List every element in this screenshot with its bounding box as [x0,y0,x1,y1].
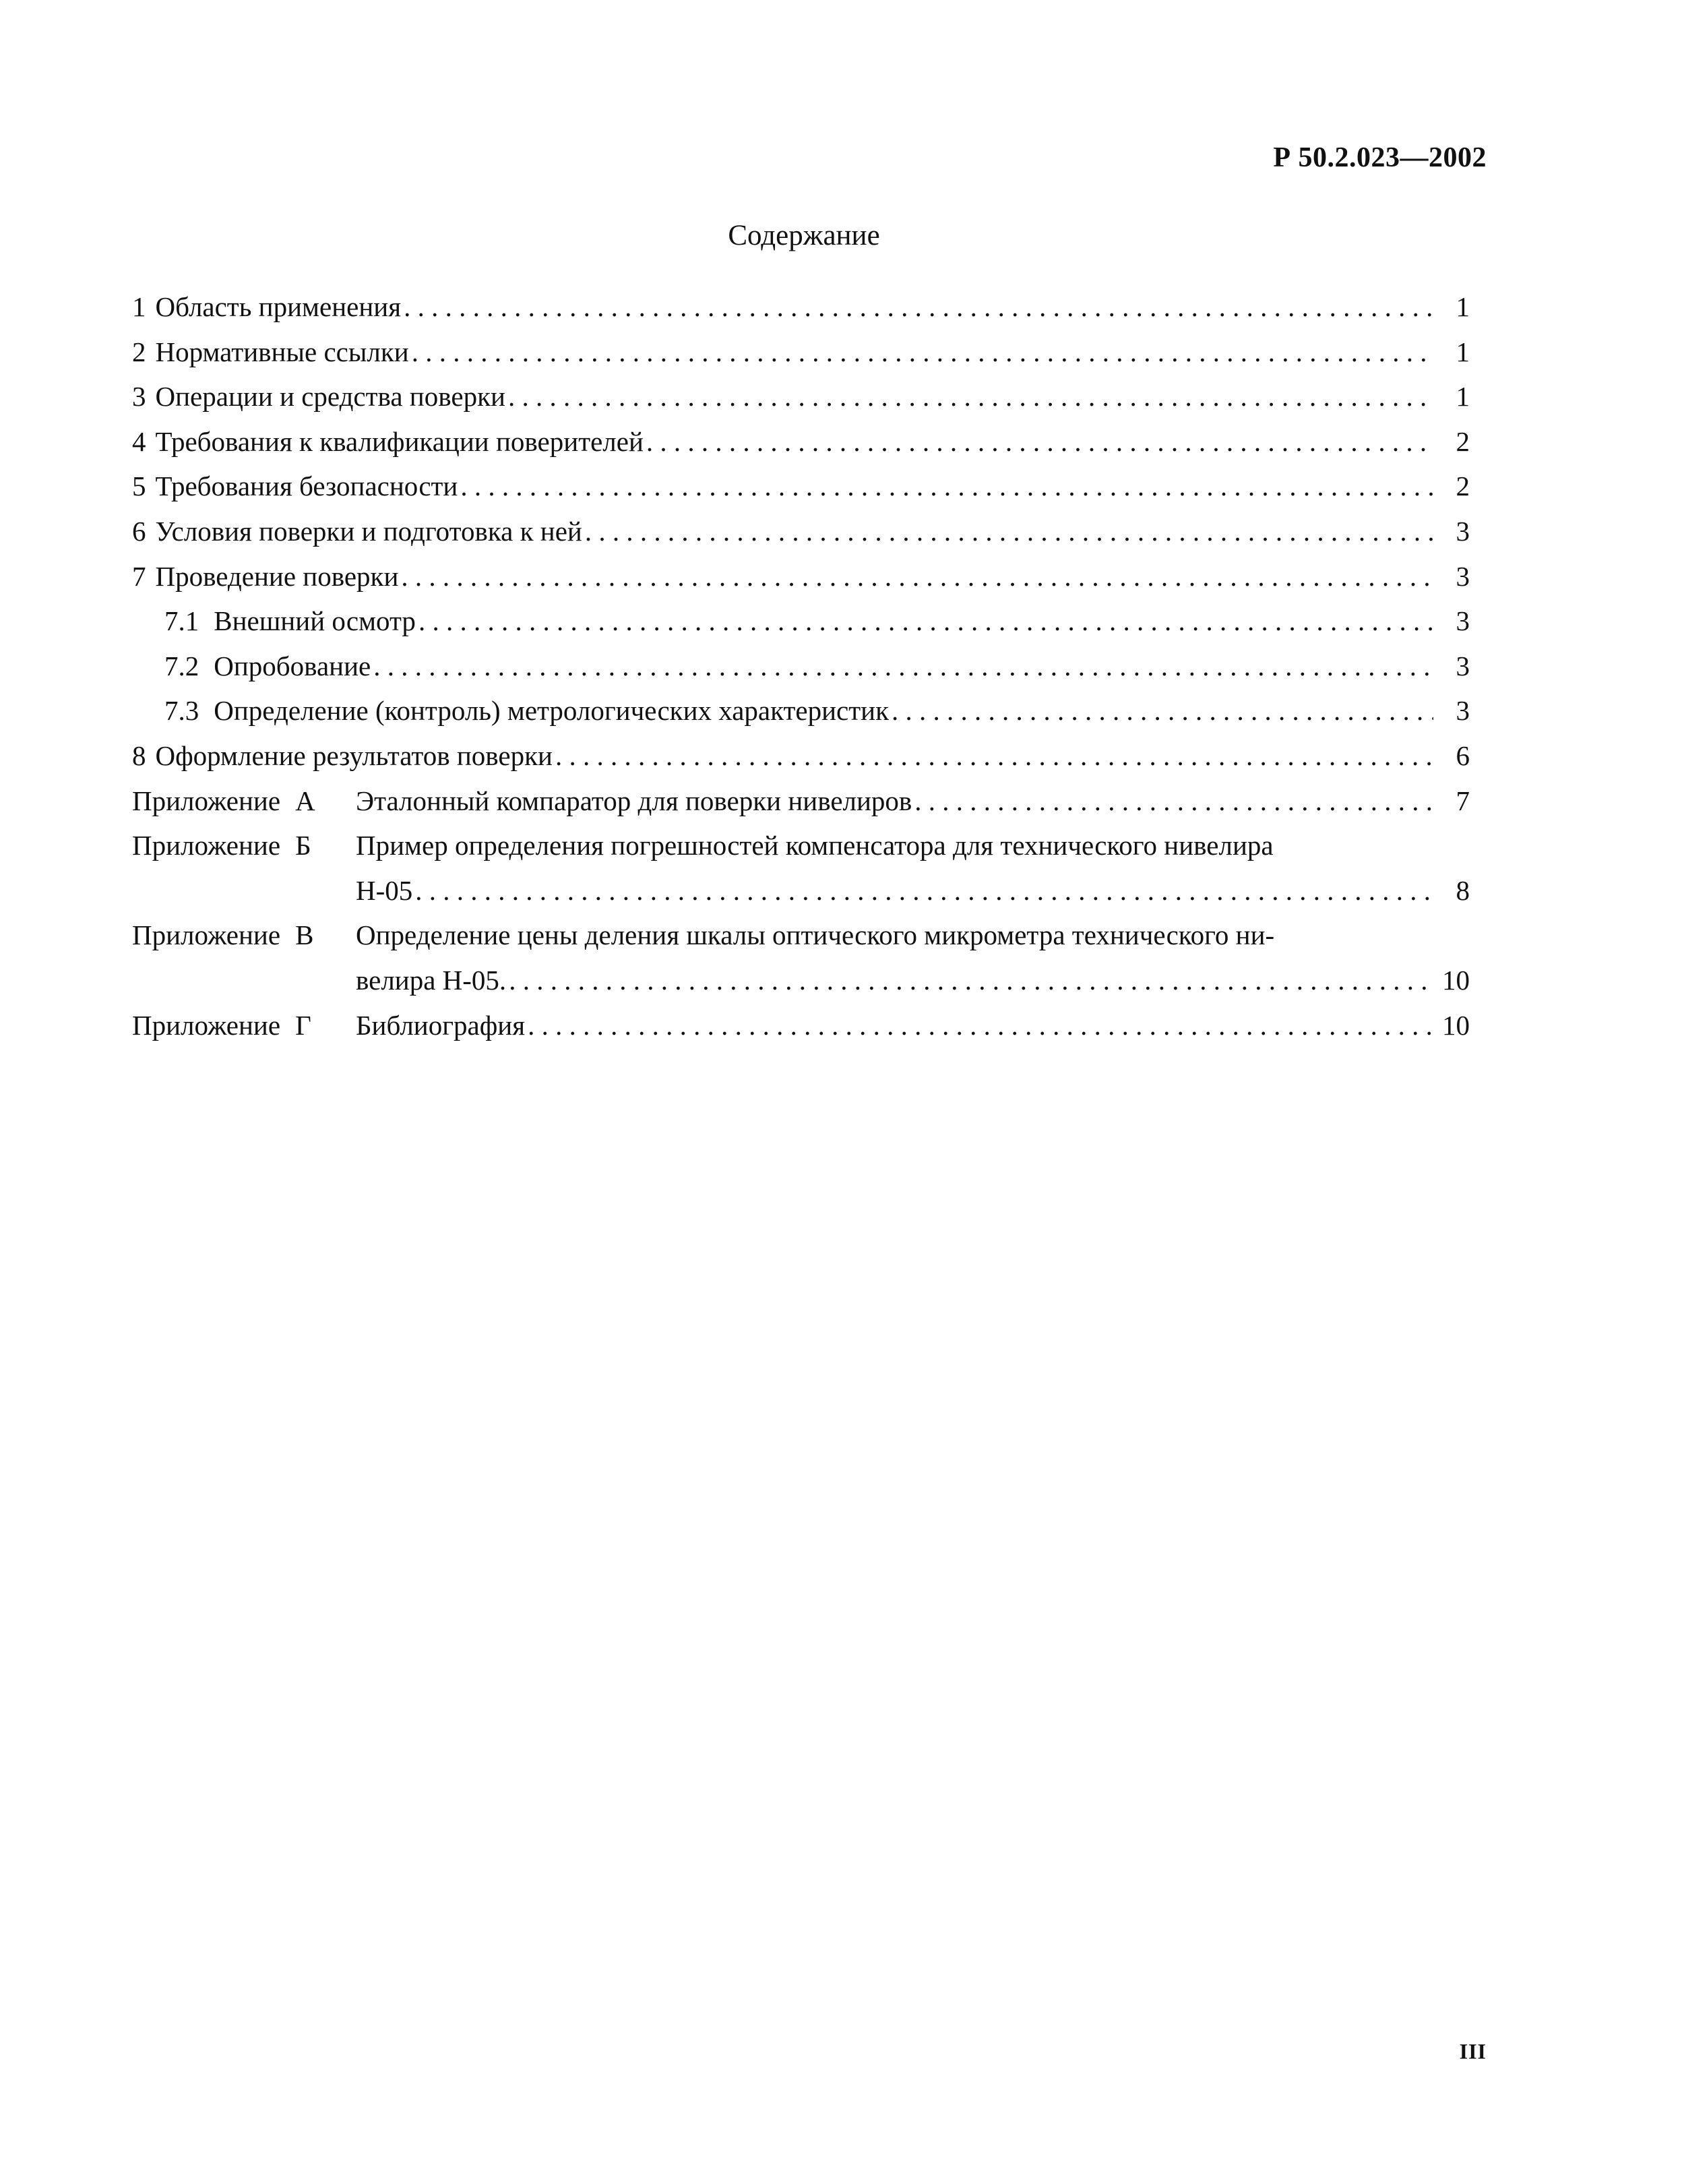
appendix-letter: А [295,785,315,816]
toc-item-label: Внешний осмотр [214,605,416,637]
page-number: III [1459,2039,1487,2063]
toc-dot-leader [914,779,1433,824]
toc-item-label: Определение (контроль) метрологических характеристик [214,695,890,727]
toc-item-page: 8 [1456,874,1470,906]
toc-item-page: 2 [1456,425,1470,457]
appendix-title-line2: велира Н-05. [356,964,507,996]
toc-item-number: 7.1 [164,605,199,637]
table-of-contents [132,284,1470,1048]
toc-item-number: 7 [132,560,146,592]
toc-subitem[interactable] [132,644,1470,689]
toc-dot-leader [418,599,1433,644]
toc-item-number: 7.2 [164,650,199,681]
toc-dot-leader [412,330,1433,375]
toc-dot-leader [460,464,1433,509]
toc-item-label: Нормативные ссылки [155,336,409,367]
toc-item-page: 3 [1456,605,1470,637]
appendix-title: Библиография [356,1009,526,1041]
appendix-title-line2: Н-05 [356,874,413,906]
toc-dot-leader [508,374,1433,419]
toc-item[interactable] [132,284,1470,330]
toc-item-page: 6 [1456,739,1470,771]
toc-dot-leader [415,868,1433,913]
appendix-letter: Б [295,830,311,861]
toc-item-label: Операции и средства поверки [155,381,505,413]
toc-dot-leader [555,733,1433,779]
toc-dot-leader [646,419,1433,464]
toc-item-number: 6 [132,515,146,547]
appendix-letter: В [295,919,314,951]
appendix-word: Приложение [132,919,281,951]
toc-item-page: 10 [1442,1009,1470,1041]
toc-item[interactable] [132,419,1470,464]
toc-item-page: 2 [1456,471,1470,502]
toc-dot-leader [404,284,1433,330]
toc-item[interactable] [132,464,1470,509]
document-code: Р 50.2.023—2002 [1273,142,1487,173]
toc-item-number: 1 [132,291,146,322]
toc-subitem[interactable] [132,688,1470,733]
toc-item-page: 1 [1456,336,1470,367]
toc-item-page: 3 [1456,650,1470,681]
toc-dot-leader [401,554,1433,599]
toc-item-number: 8 [132,739,146,771]
toc-item-label: Проведение поверки [155,560,399,592]
appendix-word: Приложение [132,830,281,861]
toc-item-page: 1 [1456,381,1470,413]
appendix-word: Приложение [132,1009,281,1041]
toc-item-number: 4 [132,425,146,457]
toc-item-page: 1 [1456,291,1470,322]
toc-item[interactable] [132,509,1470,554]
toc-item-number: 5 [132,471,146,502]
toc-item-label: Область применения [155,291,402,322]
toc-appendix[interactable] [132,1003,1470,1048]
appendix-letter: Г [295,1009,311,1041]
toc-item[interactable] [132,374,1470,419]
toc-item-number: 2 [132,336,146,367]
toc-item-page: 3 [1456,515,1470,547]
appendix-prefix [132,823,356,868]
toc-item-number: 3 [132,381,146,413]
toc-item-number: 7.3 [164,695,199,727]
toc-dot-leader [892,688,1433,733]
toc-item-page: 3 [1456,560,1470,592]
toc-dot-leader [528,1003,1433,1048]
toc-item[interactable] [132,733,1470,779]
toc-subitem[interactable] [132,599,1470,644]
toc-appendix[interactable] [132,779,1470,824]
toc-item[interactable] [132,554,1470,599]
toc-title: Содержание [728,220,880,251]
toc-item-label: Опробование [214,650,371,681]
toc-appendix[interactable] [132,913,1470,1002]
toc-dot-leader [373,644,1433,689]
toc-appendix[interactable] [132,823,1470,913]
toc-item-page: 3 [1456,695,1470,727]
toc-item-label: Требования к квалификации поверителей [155,425,644,457]
toc-dot-leader [585,509,1433,554]
appendix-title-line1: Пример определения погрешностей компенсатора для технического нивелира [356,830,1274,861]
toc-item-page: 10 [1442,964,1470,996]
toc-item[interactable] [132,330,1470,375]
toc-item-label: Требования безопасности [155,471,458,502]
appendix-title-line1: Определение цены деления шкалы оптического микрометра технического ни- [356,919,1275,951]
toc-item-page: 7 [1456,785,1470,816]
appendix-prefix [132,779,356,824]
toc-item-label: Оформление результатов поверки [155,739,553,771]
toc-dot-leader [509,958,1433,1003]
appendix-prefix [132,913,356,958]
toc-item-label: Условия поверки и подготовка к ней [155,515,582,547]
appendix-word: Приложение [132,785,281,816]
appendix-title: Эталонный компаратор для поверки нивелиров [356,785,912,816]
appendix-prefix [132,1003,356,1048]
